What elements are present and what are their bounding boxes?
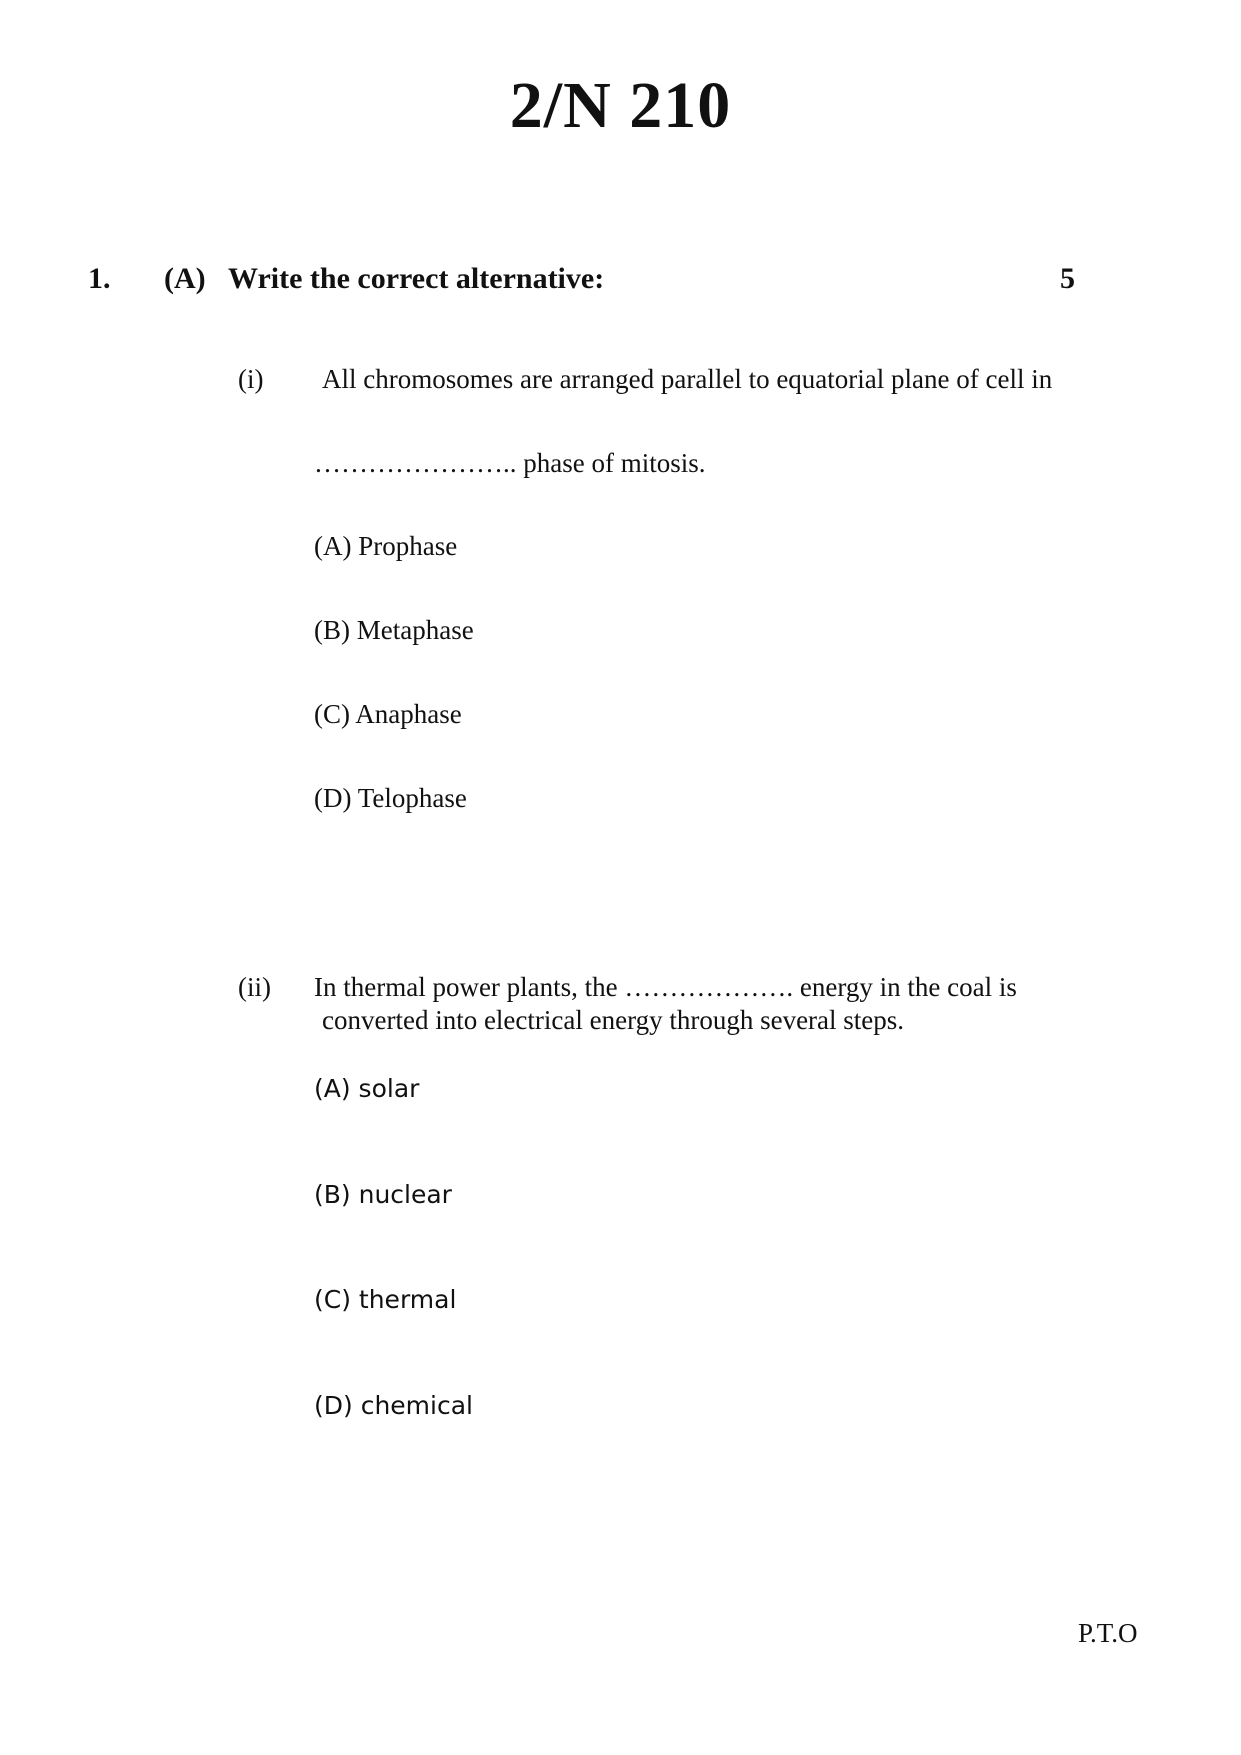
item-ii-stem-line1: In thermal power plants, the ………………. energy in the coal is (314, 972, 1017, 1002)
item-ii-option-d: (D) chemical (314, 1391, 473, 1420)
question-number: 1. (88, 262, 111, 295)
item-i-option-c: (C) Anaphase (314, 699, 462, 729)
item-roman-ii: (ii) (238, 972, 271, 1002)
item-ii-option-a: (A) solar (314, 1074, 420, 1103)
item-i-option-d: (D) Telophase (314, 783, 467, 813)
question-marks: 5 (1060, 262, 1075, 295)
item-i-option-a: (A) Prophase (314, 531, 458, 561)
item-i-option-b: (B) Metaphase (314, 615, 474, 645)
item-ii-stem-line2: converted into electrical energy through several steps. (322, 1005, 905, 1035)
item-i-stem-line1: All chromosomes are arranged parallel to equatorial plane of cell in (322, 364, 1053, 394)
paper-code: 2/N 210 (509, 69, 732, 142)
item-ii-option-c: (C) thermal (314, 1285, 457, 1314)
item-roman-i: (i) (238, 364, 264, 394)
item-ii-option-b: (B) nuclear (314, 1180, 452, 1209)
page-footer-pto: P.T.O (1078, 1618, 1138, 1648)
question-heading: Write the correct alternative: (228, 262, 605, 295)
question-section: (A) (164, 262, 206, 295)
item-i-stem-line2: ………………….. phase of mitosis. (314, 448, 706, 478)
